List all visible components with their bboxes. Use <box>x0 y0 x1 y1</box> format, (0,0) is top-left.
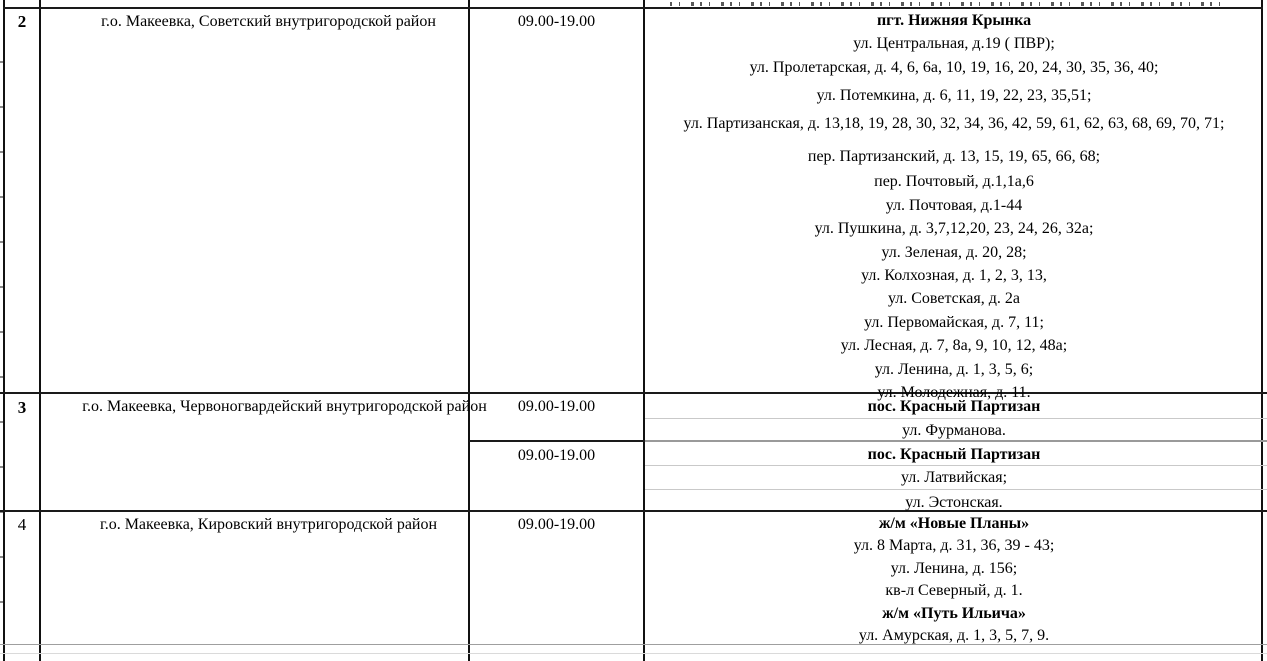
address-line: ул. Амурская, д. 1, 3, 5, 7, 9. <box>858 627 1050 645</box>
address-line: ул. Пролетарская, д. 4, 6, 6а, 10, 19, 16, 20, 24, 30, 35, 36, 40; <box>749 58 1159 76</box>
row3-light-rule-2 <box>645 465 1267 466</box>
address-line: ул. Латвийская; <box>900 469 1008 486</box>
address-line: ул. Зеленая, д. 20, 28; <box>881 243 1027 261</box>
time-cell: 09.00-19.00 <box>517 398 596 415</box>
address-line: ул. Центральная, д.19 ( ПВР); <box>853 35 1055 53</box>
row3-address-split-rule <box>645 440 1267 442</box>
row-number: 2 <box>17 12 27 31</box>
address-line: ул. Почтовая, д.1-44 <box>885 196 1023 214</box>
district-cell: г.о. Макеевка, Кировский внутригородской район <box>99 516 438 533</box>
address-line: ул. Фурманова. <box>902 422 1006 439</box>
table-border-district-col <box>468 0 470 661</box>
address-line: ул. Лесная, д. 7, 8а, 9, 10, 12, 48а; <box>840 337 1068 355</box>
address-line: ул. Партизанская, д. 13,18, 19, 28, 30, 32, 34, 36, 42, 59, 61, 62, 63, 68, 69, 70, 71; <box>683 114 1225 132</box>
settlement-header: пос. Красный Партизан <box>867 446 1041 463</box>
time-cell: 09.00-19.00 <box>517 516 596 533</box>
time-cell: 09.00-19.00 <box>517 13 596 30</box>
table-border-left <box>3 0 5 661</box>
address-line: кв-л Северный, д. 1. <box>885 582 1023 600</box>
address-line: ул. Потемкина, д. 6, 11, 19, 22, 23, 35,51; <box>816 87 1092 105</box>
row-number: 3 <box>17 398 27 417</box>
address-line: ул. Первомайская, д. 7, 11; <box>864 313 1044 331</box>
address-line: ул. Ленина, д. 156; <box>890 559 1018 577</box>
address-line: ул. Колхозная, д. 1, 2, 3, 13, <box>861 267 1047 285</box>
address-line: пер. Почтовый, д.1,1а,6 <box>874 173 1034 191</box>
settlement-header: ж/м «Новые Планы» <box>878 515 1030 532</box>
address-line: ул. 8 Марта, д. 31, 36, 39 - 43; <box>853 537 1055 555</box>
district-cell: г.о. Макеевка, Советский внутригородской район <box>101 13 436 30</box>
settlement-header: пос. Красный Партизан <box>867 398 1041 415</box>
address-line: ул. Эстонская. <box>905 494 1003 511</box>
settlement-header: пгт. Нижняя Крынка <box>876 12 1032 29</box>
table-border-number-col <box>39 0 41 661</box>
row-number: 4 <box>17 515 27 534</box>
time-cell: 09.00-19.00 <box>517 447 596 464</box>
address-list <box>645 9 1263 405</box>
next-row-rule <box>0 653 1267 654</box>
clipped-text-remnant <box>670 2 1230 6</box>
district-cell: г.о. Макеевка, Червоногвардейский внутригородской район <box>82 398 487 415</box>
address-line: пер. Партизанский, д. 13, 15, 19, 65, 66, 68; <box>807 148 1101 166</box>
address-line: ул. Пушкина, д. 3,7,12,20, 23, 24, 26, 32а; <box>814 220 1094 238</box>
settlement-header: ж/м «Путь Ильича» <box>882 604 1026 622</box>
address-line: ул. Ленина, д. 1, 3, 5, 6; <box>874 360 1034 378</box>
row3-light-rule-3 <box>645 489 1267 490</box>
address-line: ул. Молодежная, д. 11. <box>877 384 1031 402</box>
address-list <box>645 513 1263 647</box>
row3-time-split-border <box>469 440 645 442</box>
row3-light-rule-1 <box>645 418 1267 419</box>
address-line: ул. Советская, д. 2а <box>887 290 1021 308</box>
